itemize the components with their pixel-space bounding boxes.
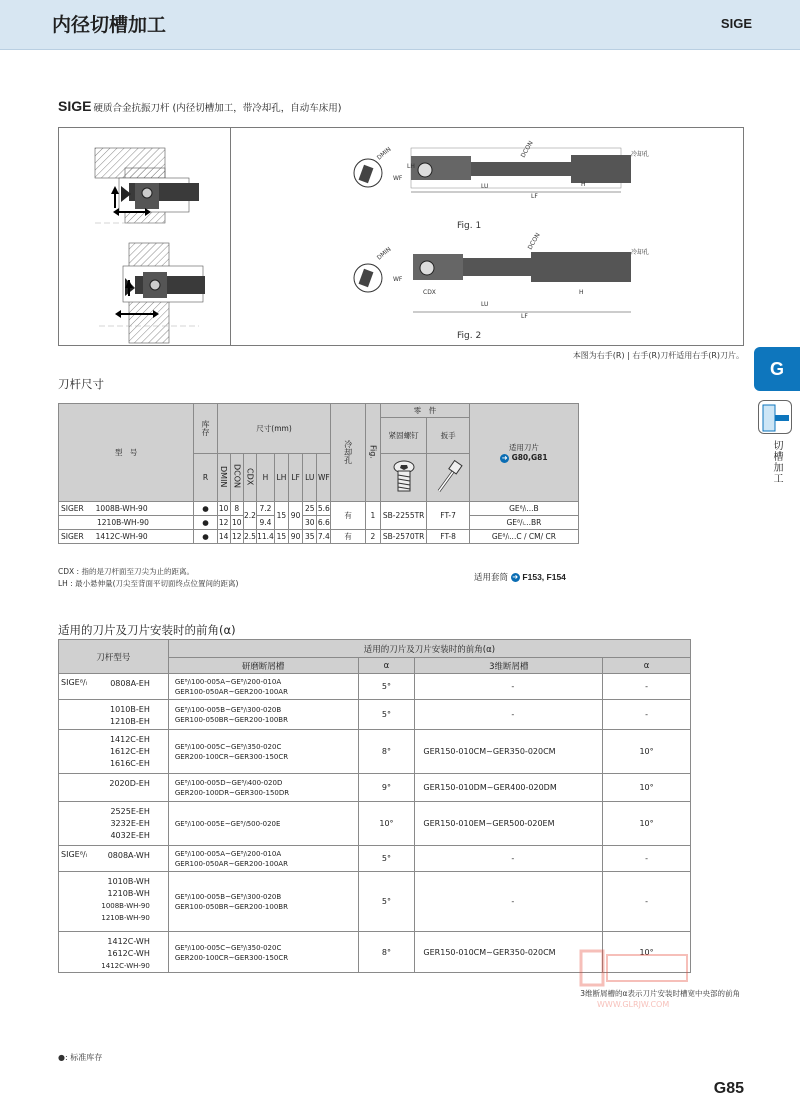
fig2-caption: Fig. 2 bbox=[457, 331, 482, 341]
page-header bbox=[0, 0, 800, 50]
t2-model-header: 刀杆型号 bbox=[59, 640, 169, 674]
col-cdx: CDX bbox=[243, 454, 256, 502]
fig1-lf-label: LF bbox=[531, 193, 538, 200]
3d-insert-range: GER150-010CM~GER350-020CM bbox=[415, 932, 603, 973]
holder-model-cell bbox=[59, 872, 169, 932]
table2-title: 适用的刀片及刀片安装时的前角(α) bbox=[58, 623, 236, 637]
col-lf: LF bbox=[289, 454, 303, 502]
holder-model: 1616C-EH bbox=[109, 759, 150, 768]
holder-model: 1612C-EH bbox=[109, 747, 150, 756]
watermark-site: WWW.GLRJW.COM bbox=[597, 1000, 670, 1009]
alpha-3d: - bbox=[603, 846, 691, 872]
col-lh: LH bbox=[274, 454, 288, 502]
holder-model: 1210B-EH bbox=[110, 717, 150, 726]
holder-model: 1412C-EH bbox=[109, 735, 150, 744]
ref-arrow-icon: ➜ bbox=[512, 573, 519, 581]
table-row bbox=[59, 700, 691, 730]
alpha-3d: - bbox=[603, 872, 691, 932]
screw-icon bbox=[391, 459, 417, 495]
fig2-h-label: H bbox=[579, 289, 584, 296]
table-row: SIGER 1008B-WH-90 ● 10 8 2.2 7.2 15 90 25 5.6 有 1 SB-2255TR FT-7 GE⁸/ₗ...B bbox=[59, 502, 579, 516]
dimension-drawings bbox=[231, 128, 743, 345]
ground-insert-range: GE⁸/ₗ100-005C~GE⁸/ₗ350-020C GER200-100CR~GER300-150CR bbox=[168, 730, 358, 774]
screw-image bbox=[380, 454, 426, 502]
table-row bbox=[59, 774, 691, 802]
table-row: SIGER 1412C-WH-90 ● 14 12 2.5 11.4 15 90 35 7.4 有 2 SB-2570TR FT-8 GE⁸/ₗ...C / CM/ CR bbox=[59, 530, 579, 544]
alpha-3d: - bbox=[603, 700, 691, 730]
sleeve-ref: 适用套筒 ➜ F153, F154 bbox=[474, 572, 566, 583]
table-row bbox=[59, 674, 691, 700]
holder-model: 2525E-EH bbox=[110, 807, 150, 816]
alpha-ground: 10° bbox=[358, 802, 415, 846]
alpha-ground: 5° bbox=[358, 872, 415, 932]
alpha-3d: 10° bbox=[603, 774, 691, 802]
holder-model: 1008B-WH-90 bbox=[101, 902, 150, 910]
watermark-logo bbox=[577, 945, 697, 1015]
t2-alpha1-header: α bbox=[358, 658, 415, 674]
table-row bbox=[59, 872, 691, 932]
fig2-wf-label: WF bbox=[393, 276, 403, 283]
holder-model: 4032E-EH bbox=[110, 831, 150, 840]
figure-box bbox=[58, 127, 744, 346]
holder-model: 0808A-WH bbox=[107, 851, 150, 860]
holder-model: 3232E-EH bbox=[110, 819, 150, 828]
ref-arrow-icon: ➜ bbox=[501, 453, 508, 462]
t2-3d-header: 3维断屑槽 bbox=[415, 658, 603, 674]
table-row bbox=[59, 802, 691, 846]
holder-model: 1010B-WH bbox=[107, 877, 150, 886]
ground-insert-range: GE⁸/ₗ100-005C~GE⁸/ₗ350-020C GER200-100CR~GER300-150CR bbox=[168, 932, 358, 973]
section-tab[interactable]: G bbox=[754, 347, 800, 391]
fig2-lf-label: LF bbox=[521, 313, 528, 320]
table1-title: 刀杆尺寸 bbox=[58, 377, 104, 391]
t2-ground-header: 研磨断屑槽 bbox=[168, 658, 358, 674]
application-illustration bbox=[59, 128, 231, 345]
lh-note: LH : 最小悬伸量(刀尖至背面平切面终点位置间的距离) bbox=[58, 579, 239, 588]
model-header: 型 号 bbox=[59, 404, 194, 502]
fig1-coolant-label: 冷却孔 bbox=[631, 151, 650, 158]
holder-model-cell bbox=[59, 846, 169, 872]
screw-header: 紧固螺钉 bbox=[380, 418, 426, 454]
table-row bbox=[59, 846, 691, 872]
fig1-wf-label: WF bbox=[393, 175, 403, 182]
fig1-h-label: H bbox=[581, 181, 586, 188]
holder-model: 1412C-WH bbox=[107, 937, 150, 946]
holder-model: 1210B-WH-90 bbox=[101, 914, 150, 922]
fig-header: Fig. bbox=[365, 404, 380, 502]
fig1-dmin-label: DMIN bbox=[375, 145, 393, 162]
3d-insert-range: - bbox=[415, 674, 603, 700]
col-wf: WF bbox=[317, 454, 331, 502]
3d-insert-range: - bbox=[415, 700, 603, 730]
col-lu: LU bbox=[303, 454, 317, 502]
page-title: 内径切槽加工 bbox=[52, 14, 167, 36]
t2-group-header: 适用的刀片及刀片安装时的前角(α) bbox=[168, 640, 690, 658]
dimension-drawing bbox=[231, 128, 743, 345]
holder-model-cell bbox=[59, 674, 169, 700]
alpha-3d: 10° bbox=[603, 802, 691, 846]
grooving-icon bbox=[758, 400, 792, 434]
3d-insert-range: GER150-010CM~GER350-020CM bbox=[415, 730, 603, 774]
holder-dimension-table bbox=[58, 403, 579, 544]
fig2-lu-label: LU bbox=[481, 301, 489, 308]
hand-note: 本图为右手(R) | 右手(R)刀杆适用右手(R)刀片。 bbox=[572, 351, 744, 360]
fig1-lh-label: LH bbox=[407, 163, 415, 170]
alpha-3d: - bbox=[603, 674, 691, 700]
fig1-caption: Fig. 1 bbox=[457, 221, 482, 231]
t2-alpha2-header: α bbox=[603, 658, 691, 674]
wrench-header: 扳手 bbox=[427, 418, 469, 454]
dims-header: 尺寸(mm) bbox=[217, 404, 331, 454]
alpha-ground: 9° bbox=[358, 774, 415, 802]
wrench-icon bbox=[433, 459, 463, 495]
fig2-dmin-label: DMIN bbox=[375, 245, 393, 262]
alpha-ground: 8° bbox=[358, 730, 415, 774]
holder-model: 1612C-WH bbox=[107, 949, 150, 958]
3d-insert-range: GER150-010DM~GER400-020DM bbox=[415, 774, 603, 802]
stock-legend: ●: 标准库存 bbox=[58, 1053, 103, 1062]
alpha-3d: 10° bbox=[603, 932, 691, 973]
alpha-footnote: 3维断屑槽的α表示刀片安装时槽宽中央部的前角 bbox=[580, 989, 740, 998]
col-r: R bbox=[194, 454, 217, 502]
side-label: 切槽加工 bbox=[771, 440, 782, 484]
holder-model: 1010B-EH bbox=[110, 705, 150, 714]
alpha-ground: 5° bbox=[358, 700, 415, 730]
3d-insert-range: - bbox=[415, 872, 603, 932]
holder-model-cell bbox=[59, 932, 169, 973]
alpha-ground: 5° bbox=[358, 674, 415, 700]
holder-model: 1210B-WH bbox=[107, 889, 150, 898]
holder-model: 0808A-EH bbox=[110, 679, 150, 688]
parts-header: 零 件 bbox=[380, 404, 469, 418]
table-row bbox=[59, 730, 691, 774]
table-row: 1210B-WH-90 ● 12 10 9.4 30 6.6 GE⁸/ₗ...BR bbox=[59, 516, 579, 530]
insert-header: 适用刀片 ➜ G80,G81 bbox=[469, 404, 578, 502]
ground-insert-range: GE⁸/ₗ100-005D~GE⁸/ₗ400-020D GER200-100DR~GER300-150DR bbox=[168, 774, 358, 802]
product-code: SIGE bbox=[58, 98, 92, 114]
coolant-header: 冷却孔 bbox=[331, 404, 365, 502]
alpha-ground: 5° bbox=[358, 846, 415, 872]
fig2-coolant-label: 冷却孔 bbox=[631, 249, 650, 256]
col-dcon: DCON bbox=[230, 454, 243, 502]
holder-model-cell bbox=[59, 802, 169, 846]
ground-insert-range: GE⁸/ₗ100-005A~GE⁸/ₗ200-010A GER100-050AR~GER200-100AR bbox=[168, 674, 358, 700]
3d-insert-range: GER150-010EM~GER500-020EM bbox=[415, 802, 603, 846]
holder-model-cell bbox=[59, 700, 169, 730]
alpha-3d: 10° bbox=[603, 730, 691, 774]
brand-label: SIGE bbox=[720, 16, 752, 31]
wrench-image bbox=[427, 454, 469, 502]
product-desc: 硬质合金抗振刀杆 (内径切槽加工，带冷却孔，自动车床用) bbox=[93, 103, 342, 114]
product-heading bbox=[58, 98, 341, 114]
alpha-ground: 8° bbox=[358, 932, 415, 973]
series-prefix: SIGE⁸/ₗ bbox=[61, 678, 87, 687]
fig2-dcon-label: DCON bbox=[526, 231, 542, 251]
fig2-cdx-label: CDX bbox=[423, 289, 436, 296]
series-prefix: SIGE⁸/ₗ bbox=[61, 850, 87, 859]
holder-model-cell bbox=[59, 774, 169, 802]
holder-model-cell bbox=[59, 730, 169, 774]
ground-insert-range: GE⁸/ₗ100-005B~GE⁸/ₗ300-020B GER100-050BR~GER200-100BR bbox=[168, 872, 358, 932]
3d-insert-range: - bbox=[415, 846, 603, 872]
ground-insert-range: GE⁸/ₗ100-005E~GE⁸/ₗ500-020E bbox=[168, 802, 358, 846]
ground-insert-range: GE⁸/ₗ100-005B~GE⁸/ₗ300-020B GER100-050BR~GER200-100BR bbox=[168, 700, 358, 730]
holder-model: 1412C-WH-90 bbox=[101, 962, 150, 970]
application-drawing bbox=[59, 128, 231, 345]
fig1-dcon-label: DCON bbox=[519, 139, 535, 159]
cdx-note: CDX : 指的是刀杆面至刀尖为止的距离。 bbox=[58, 567, 194, 576]
sleeve-ref-link[interactable]: F153, F154 bbox=[522, 572, 566, 582]
page-number: G85 bbox=[713, 1080, 744, 1097]
insert-rake-table bbox=[58, 639, 691, 973]
fig1-lu-label: LU bbox=[481, 183, 489, 190]
holder-model: 2020D-EH bbox=[109, 779, 150, 788]
ground-insert-range: GE⁸/ₗ100-005A~GE⁸/ₗ200-010A GER100-050AR~GER200-100AR bbox=[168, 846, 358, 872]
stock-header: 库存 bbox=[194, 404, 217, 454]
col-h: H bbox=[256, 454, 274, 502]
col-dmin: DMIN bbox=[217, 454, 230, 502]
